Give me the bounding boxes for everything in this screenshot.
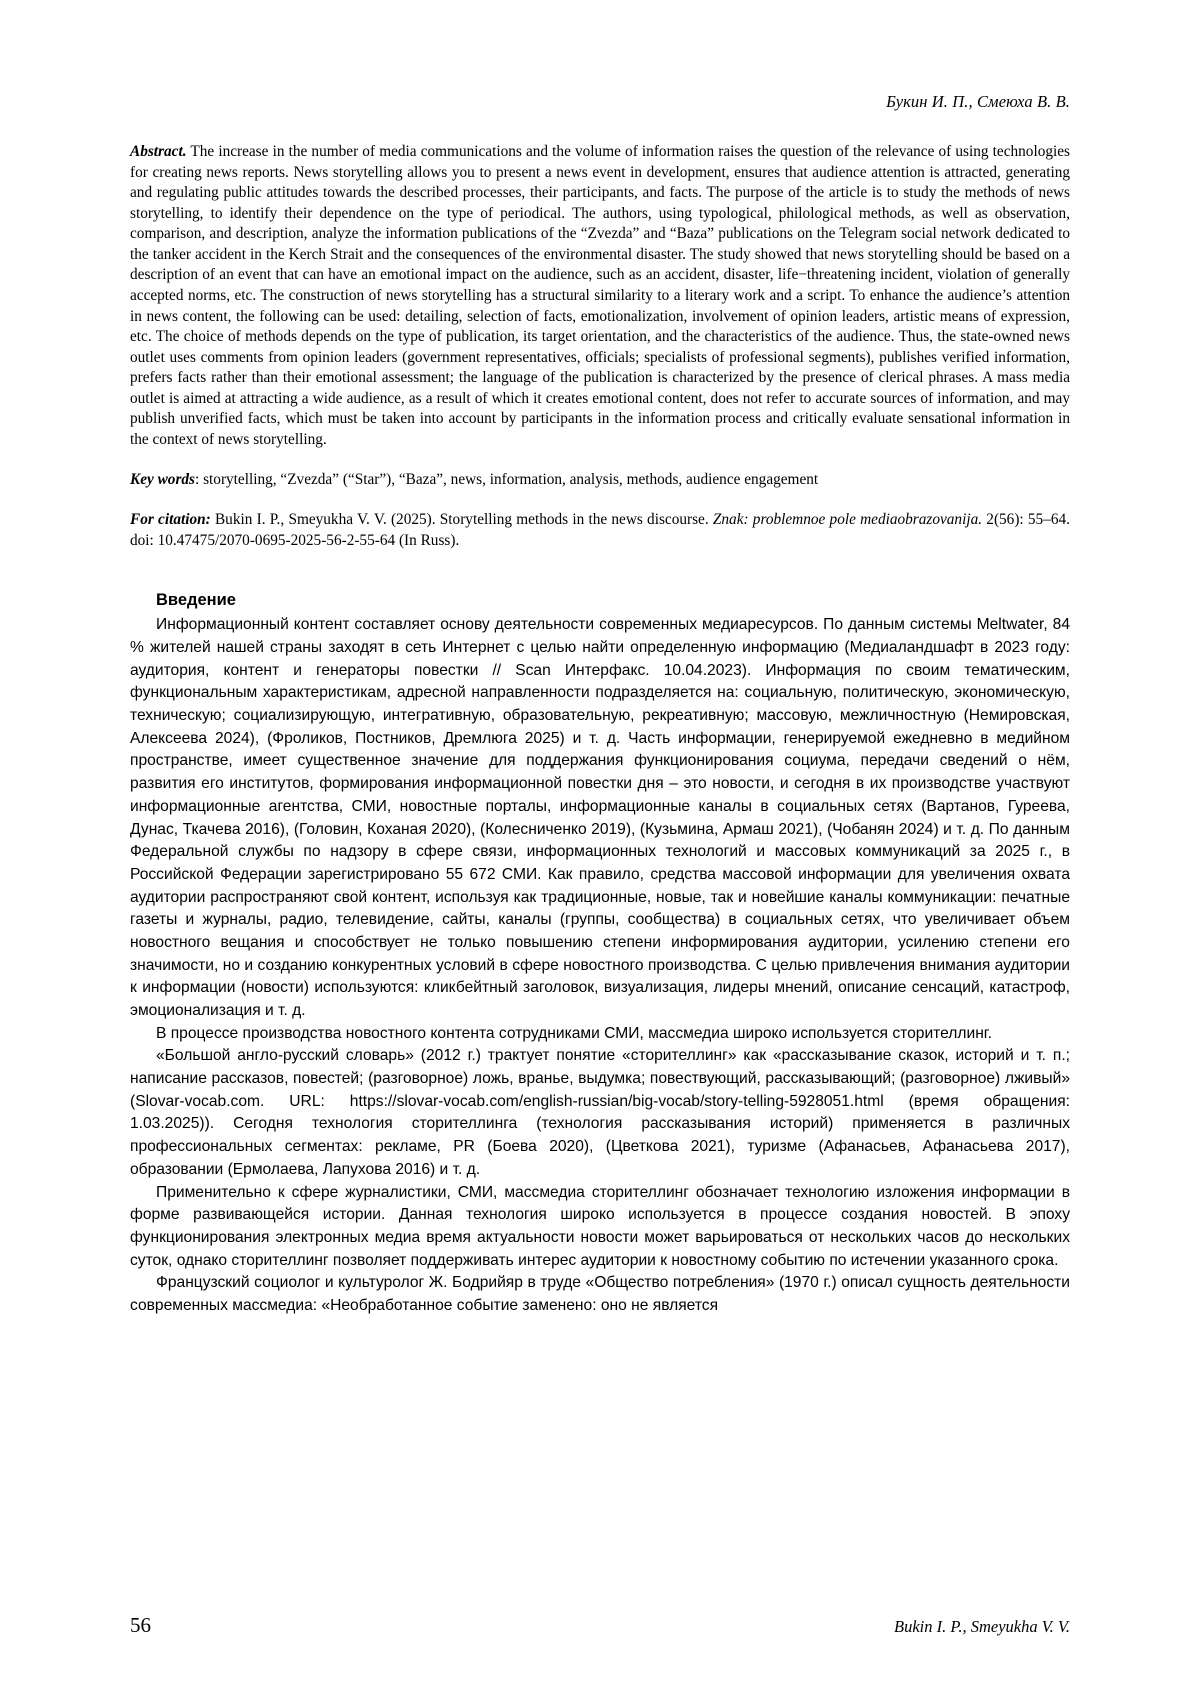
footer-authors: Bukin I. P., Smeyukha V. V. [894,1617,1070,1636]
keywords-label: Key words [130,471,196,489]
abstract-label: Abstract. [130,143,187,160]
paragraph: Применительно к сфере журналистики, СМИ, массмедиа сторителлинг обозначает технологию изложения информации в форме развивающейся истории. Данная технология широко используется в процессе создания новостей. В эпоху функционирования электронных медиа время актуальности новости может варьироваться от нескольких часов до нескольких суток, однако сторителлинг позволяет поддерживать интерес аудитории к новостному событию по истечении указанного срока. [130,1183,1070,1269]
introduction-body [130,614,1070,1317]
paragraph: Французский социолог и культуролог Ж. Бодрийяр в труде «Общество потребления» (1970 г.) описал сущность деятельности современных массмедиа: «Необработанное событие заменено: оно не является [130,1274,1070,1314]
citation-text-after: 2(56): 55–64. doi: 10.47475/2070-0695-2025-56-2-55-64 (In Russ). [130,511,1070,549]
abstract-text: The increase in the number of media communications and the volume of information raises the question of the relevance of using technologies for creating news reports. News storytelling allows you to present a news event in development, ensures that audience attention is attracted, generating and regulating public attitudes towards the described processes, their participants, and facts. The purpose of the article is to study the methods of news storytelling, to identify their dependence on the type of periodical. The authors, using typological, philological methods, as well as observation, comparison, and description, analyze the information publications of the “Zvezda” and “Baza” publications on the Telegram social network dedicated to the tanker accident in the Kerch Strait and the consequences of the environmental disaster. The study showed that news storytelling should be based on a description of an event that can have an emotional impact on the audience, such as an accident, disaster, life−threatening incident, violation of generally accepted norms, etc. The construction of news storytelling has a structural similarity to a literary work and a script. To enhance the audience’s attention in news content, the following can be used: detailing, selection of facts, emotionalization, involvement of opinion leaders, artistic means of expression, etc. The choice of methods depends on the type of publication, its target orientation, and the characteristics of the audience. Thus, the state-owned news outlet uses comments from opinion leaders (government representatives, officials; specialists of professional segments), publishes verified information, prefers facts rather than their emotional assessment; the language of the publication is characterized by the presence of clerical phrases. A mass media outlet is aimed at attracting a wide audience, as a result of which it creates emotional content, does not refer to accurate sources of information, and may publish unverified facts, which must be taken into account by participants in the information process and critically evaluate sensational information in the context of news storytelling. [130,143,1070,448]
citation-journal-title: Znak: problemnoe pole mediaobrazovanija. [712,511,983,529]
abstract-section [130,142,1070,450]
page-number: 56 [130,1613,151,1637]
running-head: Букин И. П., Смеюха В. В. [886,92,1070,111]
paragraph: Информационный контент составляет основу деятельности современных медиаресурсов. По данным системы Meltwater, 84 % жителей нашей страны заходят в сеть Интернет с целью найти определенную информацию (Медиаландшафт в 2023 году: аудитория, контент и генераторы повестки // Scan Интерфакс. 10.04.2023). Информация по своим тематическим, функциональным характеристикам, адресной направленности подразделяется на: социальную, политическую, экономическую, техническую; социализирующую, интегративную, образовательную, рекреативную; массовую, межличностную (Немировская, Алексеева 2024), (Фроликов, Постников, Дремлюга 2025) и т. д. Часть информации, генерируемой ежедневно в медийном пространстве, имеет существенное значение для поддержания функционирования социума, передачи сведений о нём, развития его институтов, формирования информационной повестки дня – это новости, и сегодня в их производстве участвуют информационные агентства, СМИ, новостные порталы, информационные каналы в социальных сетях (Вартанов, Гуреева, Дунас, Ткачева 2016), (Головин, Коханая 2020), (Колесниченко 2019), (Кузьмина, Армаш 2021), (Чобанян 2024) и т. д. По данным Федеральной службы по надзору в сфере связи, информационных технологий и массовых коммуникаций за 2025 г., в Российской Федерации зарегистрировано 55 672 СМИ. Как правило, средства массовой информации для увеличения охвата аудитории распространяют свой контент, используя как традиционные, новые, так и новейшие каналы коммуникации: печатные газеты и журналы, радио, телевидение, сайты, каналы (группы, сообщества) в социальных сетях, что увеличивает объем новостного вещания и способствует не только повышению степени информирования аудитории, усилению степени его значимости, но и созданию конкурентных условий в сфере новостного производства. С целью привлечения внимания аудитории к информации (новости) используются: кликбейтный заголовок, визуализация, лидеры мнений, описание сенсаций, катастроф, эмоционализация и т. д. [130,616,1070,1020]
citation-label: For citation: [130,511,211,529]
section-heading-introduction: Введение [156,591,236,610]
citation-text-before: Bukin I. P., Smeyukha V. V. (2025). Storytelling methods in the news discourse. [210,511,713,529]
keywords-text: : storytelling, “Zvezda” (“Star”), “Baza”, news, information, analysis, methods, audience engagement [195,471,819,489]
citation-section [130,510,1070,551]
paragraph: В процессе производства новостного контента сотрудниками СМИ, массмедиа широко используется сторителлинг. [156,1024,992,1042]
paragraph: «Большой англо-русский словарь» (2012 г.) трактует понятие «сторителлинг» как «рассказывание сказок, историй и т. п.; написание рассказов, повестей; (разговорное) ложь, вранье, выдумка; повествующий, рассказывающий; (разговорное) лживый» (Slovar-vocab.com. URL: https://slovar-vocab.com/english-russian/big-vocab/story-telling-5928051.html (время обращения: 1.03.2025)). Сегодня технология сторителлинга (технология рассказывания историй) применяется в различных профессиональных сегментах: рекламе, PR (Боева 2020), (Цветкова 2021), туризме (Афанасьев, Афанасьева 2017), образовании (Ермолаева, Лапухова 2016) и т. д. [130,1047,1070,1178]
page-footer [130,1613,1070,1638]
keywords-section [130,470,1070,491]
